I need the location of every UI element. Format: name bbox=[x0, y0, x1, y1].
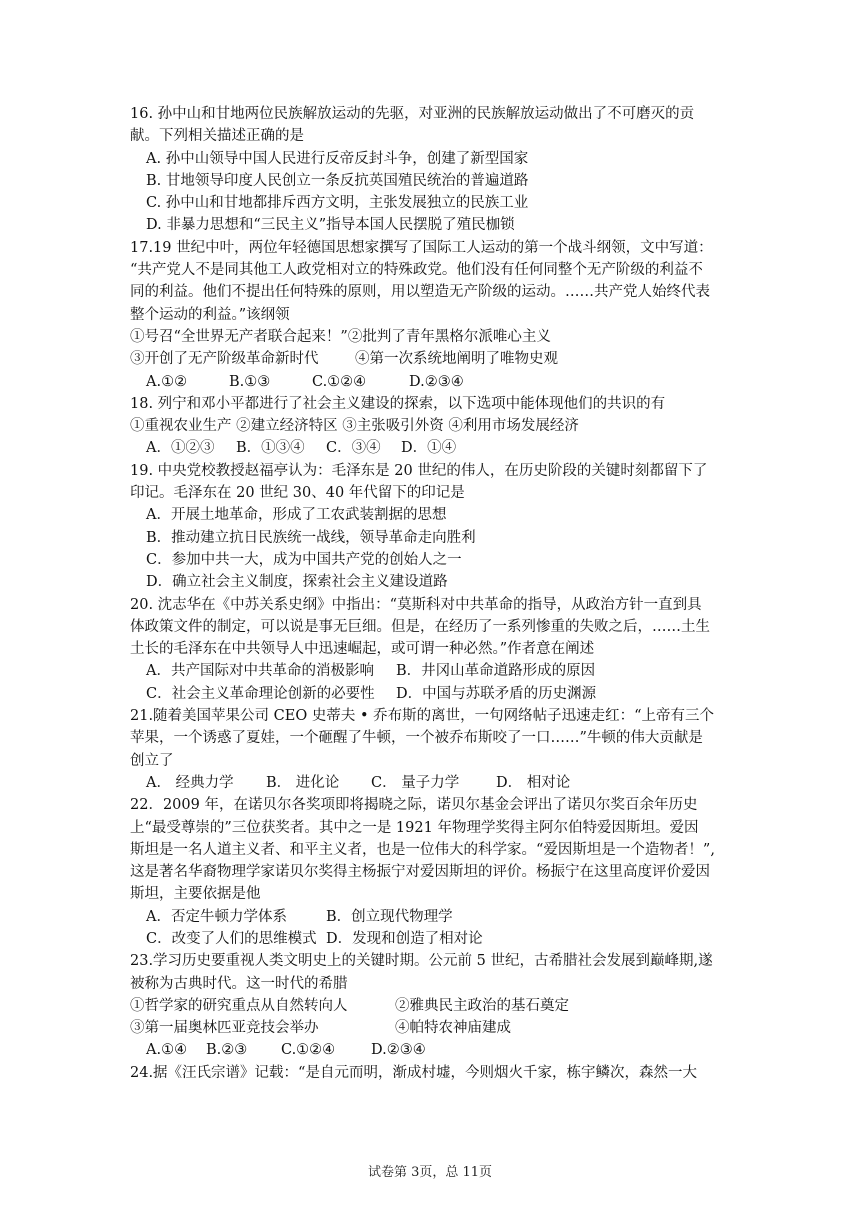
q18-option-a: A．①②③ bbox=[146, 440, 215, 457]
q16-option-a: A. 孙中山领导中国人民进行反帝反封斗争，创建了新型国家 bbox=[146, 150, 529, 167]
q23-stem-line-1: 23.学习历史要重视人类文明史上的关键时期。公元前 5 世纪，古希腊社会发展到巅峰期,遂 bbox=[130, 953, 713, 970]
q17-statements-1-2: ①号召“全世界无产者联合起来！”②批判了青年黑格尔派唯心主义 bbox=[130, 328, 551, 345]
question-24 bbox=[130, 1062, 742, 1084]
question-20 bbox=[130, 594, 742, 705]
q22-option-c: C．改变了人们的思维模式 bbox=[146, 930, 317, 947]
q19-stem-line-2: 印记。毛泽东在 20 世纪 30、40 年代留下的印记是 bbox=[130, 485, 465, 502]
q22-option-b: B．创立现代物理学 bbox=[326, 908, 453, 925]
q21-stem-line-2: 苹果，一个诱惑了夏娃，一个砸醒了牛顿，一个被乔布斯咬了一口……”牛顿的伟大贡献是 bbox=[130, 730, 703, 747]
q23-statement-4: ④帕特农神庙建成 bbox=[395, 1020, 511, 1037]
q22-options-c-d bbox=[130, 928, 742, 950]
q19-option-a: A．开展土地革命，形成了工农武装割据的思想 bbox=[146, 507, 447, 524]
q23-statement-1: ①哲学家的研究重点从自然转向人 bbox=[130, 997, 348, 1014]
q20-stem-line-1: 20. 沈志华在《中苏关系史纲》中指出：“莫斯科对中共革命的指导，从政治方针一直到具 bbox=[130, 596, 702, 613]
q20-stem-line-3: 土长的毛泽东在中共领导人中迅速崛起，或可谓一种必然。”作者意在阐述 bbox=[130, 641, 595, 658]
q23-option-b: B.②③ bbox=[206, 1042, 248, 1059]
q17-statements-3-4 bbox=[130, 348, 742, 370]
q23-statement-3: ③第一届奥林匹亚竞技会举办 bbox=[130, 1020, 319, 1037]
q22-stem-line-5: 斯坦，主要依据是他 bbox=[130, 886, 261, 903]
q17-stem-line-3: 同的利益。他们不提出任何特殊的原则，用以塑造无产阶级的运动。……共产党人始终代表 bbox=[130, 284, 710, 301]
q20-options-a-b bbox=[130, 660, 742, 682]
q21-option-b: B． 进化论 bbox=[266, 774, 340, 791]
q21-stem-line-3: 创立了 bbox=[130, 752, 174, 769]
q23-option-a: A.①④ bbox=[146, 1042, 188, 1059]
q17-options bbox=[130, 371, 742, 393]
q22-option-a: A．否定牛顿力学体系 bbox=[146, 908, 287, 925]
q23-statements-3-4 bbox=[130, 1017, 742, 1039]
q22-stem-line-1: 22．2009 年，在诺贝尔各奖项即将揭晓之际，诺贝尔基金会评出了诺贝尔奖百余年历史 bbox=[130, 797, 698, 814]
q21-option-d: D． 相对论 bbox=[496, 774, 571, 791]
exam-page-content bbox=[130, 103, 742, 1084]
q23-options bbox=[130, 1039, 742, 1061]
q20-option-c: C．社会主义革命理论创新的必要性 bbox=[146, 685, 375, 702]
question-18 bbox=[130, 393, 742, 460]
q17-option-b: B.①③ bbox=[229, 373, 271, 390]
question-17 bbox=[130, 237, 742, 393]
q16-option-d: D. 非暴力思想和“三民主义”指导本国人民摆脱了殖民枷锁 bbox=[146, 217, 515, 234]
q20-option-b: B．井冈山革命道路形成的原因 bbox=[396, 663, 596, 680]
q18-option-b: B．①③④ bbox=[236, 440, 305, 457]
q23-stem-line-2: 被称为古典时代。这一时代的希腊 bbox=[130, 975, 348, 992]
q21-options bbox=[130, 772, 742, 794]
question-21 bbox=[130, 705, 742, 794]
q17-statement-3: ③开创了无产阶级革命新时代 bbox=[130, 351, 319, 368]
q16-option-b: B. 甘地领导印度人民创立一条反抗英国殖民统治的普遍道路 bbox=[146, 172, 529, 189]
q17-stem-line-2: “共产党人不是同其他工人政党相对立的特殊政党。他们没有任何同整个无产阶级的利益不 bbox=[130, 262, 703, 279]
q23-statement-2: ②雅典民主政治的基石奠定 bbox=[395, 997, 569, 1014]
q20-options-c-d bbox=[130, 683, 742, 705]
q22-stem-line-3: 斯坦是一名人道主义者、和平主义者，也是一位伟大的科学家。“爱因斯坦是一个造物者！”, bbox=[130, 841, 715, 858]
q20-option-a: A．共产国际对中共革命的消极影响 bbox=[146, 663, 374, 680]
question-23 bbox=[130, 950, 742, 1061]
question-19 bbox=[130, 460, 742, 594]
q17-option-a: A.①② bbox=[146, 373, 188, 390]
q17-option-d: D.②③④ bbox=[409, 373, 464, 390]
q16-stem-line-2: 献。下列相关描述正确的是 bbox=[130, 128, 304, 145]
page-footer: 试卷第 3页，总 11页 bbox=[367, 1165, 493, 1180]
q21-option-c: C． 量子力学 bbox=[371, 774, 460, 791]
question-22 bbox=[130, 794, 742, 950]
q21-option-a: A． 经典力学 bbox=[146, 774, 234, 791]
q18-option-c: C．③④ bbox=[326, 440, 381, 457]
q18-stem-line-1: 18. 列宁和邓小平都进行了社会主义建设的探索，以下选项中能体现他们的共识的有 bbox=[130, 395, 666, 412]
q17-statement-4: ④第一次系统地阐明了唯物史观 bbox=[355, 351, 558, 368]
q22-option-d: D．发现和创造了相对论 bbox=[326, 930, 483, 947]
q18-statements: ①重视农业生产 ②建立经济特区 ③主张吸引外资 ④利用市场发展经济 bbox=[130, 418, 579, 435]
q23-option-d: D.②③④ bbox=[371, 1042, 426, 1059]
q22-options-a-b bbox=[130, 906, 742, 928]
q19-option-d: D．确立社会主义制度，探索社会主义建设道路 bbox=[146, 574, 448, 591]
q18-option-d: D．①④ bbox=[401, 440, 457, 457]
q23-statements-1-2 bbox=[130, 995, 742, 1017]
q22-stem-line-4: 这是著名华裔物理学家诺贝尔奖得主杨振宁对爱因斯坦的评价。杨振宁在这里高度评价爱因 bbox=[130, 864, 710, 881]
q24-stem-line-1: 24.据《汪氏宗谱》记载：“是自元而明，渐成村墟，今则烟火千家，栋宇鳞次，森然一大 bbox=[130, 1064, 697, 1081]
q17-stem-line-1: 17.19 世纪中叶，两位年轻德国思想家撰写了国际工人运动的第一个战斗纲领，文中写道： bbox=[130, 239, 713, 256]
q19-option-b: B．推动建立抗日民族统一战线，领导革命走向胜利 bbox=[146, 529, 476, 546]
q19-option-c: C．参加中共一大，成为中国共产党的创始人之一 bbox=[146, 551, 462, 568]
q17-option-c: C.①②④ bbox=[312, 373, 367, 390]
q20-stem-line-2: 体政策文件的制定，可以说是事无巨细。但是，在经历了一系列惨重的失败之后，……土生 bbox=[130, 618, 710, 635]
q17-stem-line-4: 整个运动的利益。”该纲领 bbox=[130, 306, 290, 323]
q20-option-d: D．中国与苏联矛盾的历史渊源 bbox=[396, 685, 597, 702]
q18-options bbox=[130, 437, 742, 459]
q23-option-c: C.①②④ bbox=[281, 1042, 336, 1059]
q21-stem-line-1: 21.随着美国苹果公司 CEO 史蒂夫 • 乔布斯的离世，一句网络帖子迅速走红：“上帝有三个 bbox=[130, 708, 715, 725]
q22-stem-line-2: 上“最受尊崇的”三位获奖者。其中之一是 1921 年物理学奖得主阿尔伯特爱因斯坦。爱因 bbox=[130, 819, 699, 836]
q16-stem-line-1: 16. 孙中山和甘地两位民族解放运动的先驱，对亚洲的民族解放运动做出了不可磨灭的贡 bbox=[130, 106, 695, 122]
question-16 bbox=[130, 103, 742, 237]
q19-stem-line-1: 19. 中央党校教授赵福亭认为：毛泽东是 20 世纪的伟人，在历史阶段的关键时刻都留下了 bbox=[130, 462, 708, 479]
q16-option-c: C. 孙中山和甘地都排斥西方文明，主张发展独立的民族工业 bbox=[146, 195, 529, 212]
